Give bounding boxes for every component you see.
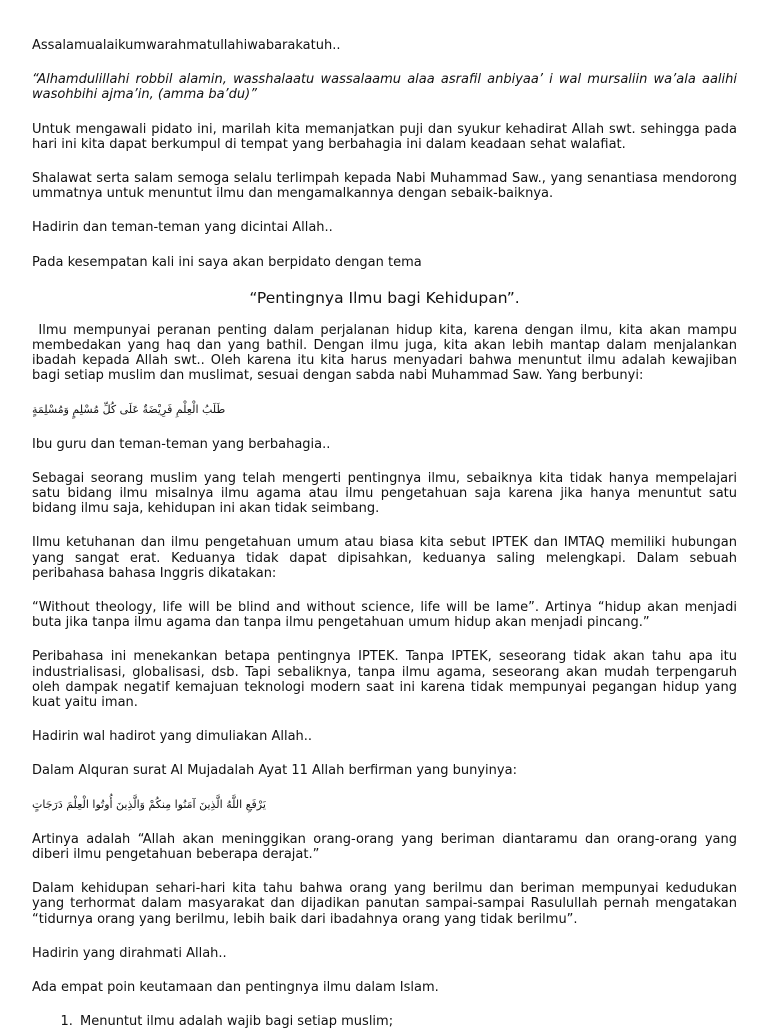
speech-document bbox=[32, 38, 742, 1029]
iptek-imtaq-paragraph: Ilmu ketuhanan dan ilmu pengetahuan umum atau biasa kita sebut IPTEK dan IMTAQ memiliki hubungan yang sangat erat. Keduanya tidak dapat dipisahkan, keduanya saling melengkapi. Dalam sebuah peribahasa bahasa Inggris dikatakan: bbox=[32, 535, 737, 581]
hamdalah-paragraph: “Alhamdulillahi robbil alamin, wasshalaatu wassalaamu alaa asrafil anbiyaa’ i wal mursaliin wa’ala aalihi wasohbihi ajma’in, (amma ba’du)” bbox=[32, 72, 737, 103]
list-item: 1. Menuntut ilmu adalah wajib bagi setiap muslim; bbox=[77, 1014, 737, 1029]
balance-paragraph: Sebagai seorang muslim yang telah mengerti pentingnya ilmu, sebaiknya kita tidak hanya mempelajari satu bidang ilmu misalnya ilmu agama atau ilmu pengetahuan saja karena jika hanya menuntut satu bidang ilmu saja, kehidupan ini akan tidak seimbang. bbox=[32, 470, 737, 517]
english-quote-paragraph: “Without theology, life will be blind and without science, life will be lame”. Artinya “hidup akan menjadi buta jika tanpa ilmu agama dan tanpa ilmu pengetahuan umum hidup akan menjadi pincang.” bbox=[32, 600, 737, 631]
points-list bbox=[32, 1014, 737, 1029]
hadith-arabic: طَلَبُ الْعِلْمِ فَرِيْضَةٌ عَلَى كُلِّ مُسْلِمٍ وَمُسْلِمَةٍ bbox=[32, 402, 226, 416]
greeting-audience-2: Ibu guru dan teman-teman yang berbahagia.. bbox=[32, 436, 331, 452]
greeting-audience-1: Hadirin dan teman-teman yang dicintai Allah.. bbox=[32, 220, 333, 236]
greeting-audience-3: Hadirin wal hadirot yang dimuliakan Allah.. bbox=[32, 729, 313, 745]
salam-opening: Assalamualaikumwarahmatullahiwabarakatuh.. bbox=[32, 38, 341, 53]
greeting-audience-4: Hadirin yang dirahmati Allah.. bbox=[32, 945, 227, 961]
quran-meaning-paragraph: Artinya adalah “Allah akan meninggikan orang-orang yang beriman diantaramu dan orang-orang yang diberi ilmu pengetahuan beberapa derajat.” bbox=[32, 831, 737, 862]
quran-verse-arabic: يَرْفَعِ اللَّهُ الَّذِينَ آمَنُوا مِنكُمْ وَالَّذِينَ أُوتُوا الْعِلْمَ دَرَجَاتٍ bbox=[32, 797, 266, 811]
opening-paragraph: Untuk mengawali pidato ini, marilah kita memanjatkan puji dan syukur kehadirat Allah swt. sehingga pada hari ini kita dapat berkumpul di tempat yang berbahagia ini dalam keadaan sehat walafiat. bbox=[32, 121, 737, 152]
quran-intro: Dalam Alquran surat Al Mujadalah Ayat 11 Allah berfirman yang bunyinya: bbox=[32, 763, 517, 779]
speech-title: “Pentingnya Ilmu bagi Kehidupan”. bbox=[249, 288, 520, 307]
points-intro: Ada empat poin keutamaan dan pentingnya ilmu dalam Islam. bbox=[32, 979, 439, 995]
proverb-paragraph: Peribahasa ini menekankan betapa pentingnya IPTEK. Tanpa IPTEK, seseorang tidak akan tahu apa itu industrialisasi, globalisasi, dsb. Tapi sebaliknya, tanpa ilmu agama, seseorang akan mudah terpengaruh oleh dampak negatif kemajuan teknologi modern saat ini karena tidak mempunyai pegangan hidup yang kuat yaitu iman. bbox=[32, 649, 737, 711]
daily-life-paragraph: Dalam kehidupan sehari-hari kita tahu bahwa orang yang berilmu dan beriman mempunyai kedudukan yang terhormat dalam masyarakat dan dijadikan panutan sampai-sampai Rasulullah pernah mengatakan “tidurnya orang yang berilmu, lebih baik dari ibadahnya orang yang tidak berilmu”. bbox=[32, 881, 737, 927]
ilmu-intro-paragraph: Ilmu mempunyai peranan penting dalam perjalanan hidup kita, karena dengan ilmu, kita akan mampu membedakan yang haq dan yang bathil. Dengan ilmu juga, kita akan lebih mantap dalam menjalankan ibadah kepada Allah swt.. Oleh karena itu kita harus menyadari bahwa menuntut ilmu adalah kewajiban bagi setiap muslim dan muslimat, sesuai dengan sabda nabi Muhammad Saw. Yang berbunyi: bbox=[32, 322, 742, 384]
theme-intro: Pada kesempatan kali ini saya akan berpidato dengan tema bbox=[32, 254, 422, 270]
shalawat-paragraph: Shalawat serta salam semoga selalu terlimpah kepada Nabi Muhammad Saw., yang senantiasa mendorong ummatnya untuk menuntut ilmu dan mengamalkannya dengan sebaik-baiknya. bbox=[32, 171, 737, 202]
